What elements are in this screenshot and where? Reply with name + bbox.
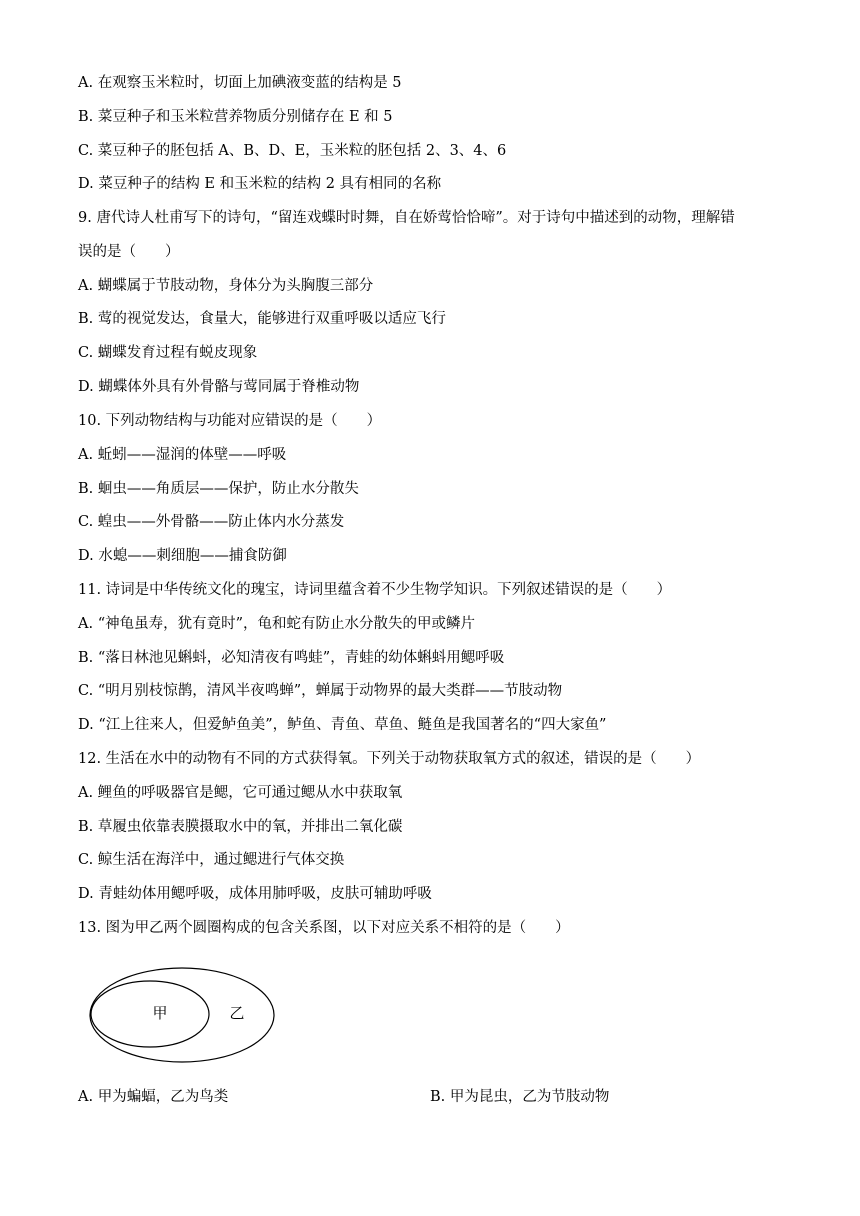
inner-circle [91, 981, 209, 1047]
q10-option-b: B. 蛔虫——角质层——保护，防止水分散失 [78, 481, 359, 497]
q9-option-a: A. 蝴蝶属于节肢动物，身体分为头胸腹三部分 [78, 278, 374, 294]
q12-stem: 12. 生活在水中的动物有不同的方式获得氧。下列关于动物获取氧方式的叙述，错误的是（ ） [78, 751, 701, 767]
q10-option-a: A. 蚯蚓——湿润的体壁——呼吸 [78, 447, 287, 463]
q10-option-c: C. 蝗虫——外骨骼——防止体内水分蒸发 [78, 514, 345, 530]
q11-option-b: B. “落日林池见蝌蚪，必知清夜有鸣蛙”，青蛙的幼体蝌蚪用鳃呼吸 [78, 650, 505, 666]
q10-option-d: D. 水螅——刺细胞——捕食防御 [78, 548, 287, 564]
q13-option-a: A. 甲为蝙蝠，乙为鸟类 [78, 1089, 229, 1105]
q9-option-b: B. 莺的视觉发达，食量大，能够进行双重呼吸以适应飞行 [78, 311, 446, 327]
q12-option-d: D. 青蛙幼体用鳃呼吸，成体用肺呼吸，皮肤可辅助呼吸 [78, 886, 432, 902]
outer-circle [90, 968, 274, 1062]
q11-option-a: A. “神龟虽寿，犹有竟时”，龟和蛇有防止水分散失的甲或鳞片 [78, 616, 476, 632]
q11-stem: 11. 诗词是中华传统文化的瑰宝，诗词里蕴含着不少生物学知识。下列叙述错误的是（ ） [78, 582, 672, 598]
q9-option-d: D. 蝴蝶体外具有外骨骼与莺同属于脊椎动物 [78, 379, 360, 395]
q9-option-c: C. 蝴蝶发育过程有蜕皮现象 [78, 345, 258, 361]
q12-option-a: A. 鲤鱼的呼吸器官是鳃，它可通过鳃从水中获取氧 [78, 785, 403, 801]
q13-stem: 13. 图为甲乙两个圆圈构成的包含关系图，以下对应关系不相符的是（ ） [78, 920, 570, 936]
q8-option-b: B. 菜豆种子和玉米粒营养物质分别储存在 E 和 5 [78, 109, 393, 125]
inner-circle-label: 甲 [152, 1004, 168, 1022]
q11-option-d: D. “江上往来人，但爱鲈鱼美”，鲈鱼、青鱼、草鱼、鲢鱼是我国著名的“四大家鱼” [78, 717, 607, 733]
q8-option-c: C. 菜豆种子的胚包括 A、B、D、E，玉米粒的胚包括 2、3、4、6 [78, 143, 507, 159]
q12-option-b: B. 草履虫依靠表膜摄取水中的氧，并排出二氧化碳 [78, 819, 403, 835]
q13-option-b: B. 甲为昆虫，乙为节肢动物 [430, 1089, 610, 1105]
q12-option-c: C. 鲸生活在海洋中，通过鳃进行气体交换 [78, 852, 345, 868]
q8-option-a: A. 在观察玉米粒时，切面上加碘液变蓝的结构是 5 [78, 75, 402, 91]
inclusion-diagram [86, 966, 286, 1066]
q10-stem: 10. 下列动物结构与功能对应错误的是（ ） [78, 413, 382, 429]
q8-option-d: D. 菜豆种子的结构 E 和玉米粒的结构 2 具有相同的名称 [78, 176, 442, 192]
outer-circle-label: 乙 [229, 1004, 245, 1022]
q9-stem-line2: 误的是（ ） [78, 244, 180, 260]
q11-option-c: C. “明月别枝惊鹊，清风半夜鸣蝉”，蝉属于动物界的最大类群——节肢动物 [78, 683, 563, 699]
q9-stem-line1: 9. 唐代诗人杜甫写下的诗句，“留连戏蝶时时舞，自在娇莺恰恰啼”。对于诗句中描述到的动物，理解错 [78, 210, 735, 226]
